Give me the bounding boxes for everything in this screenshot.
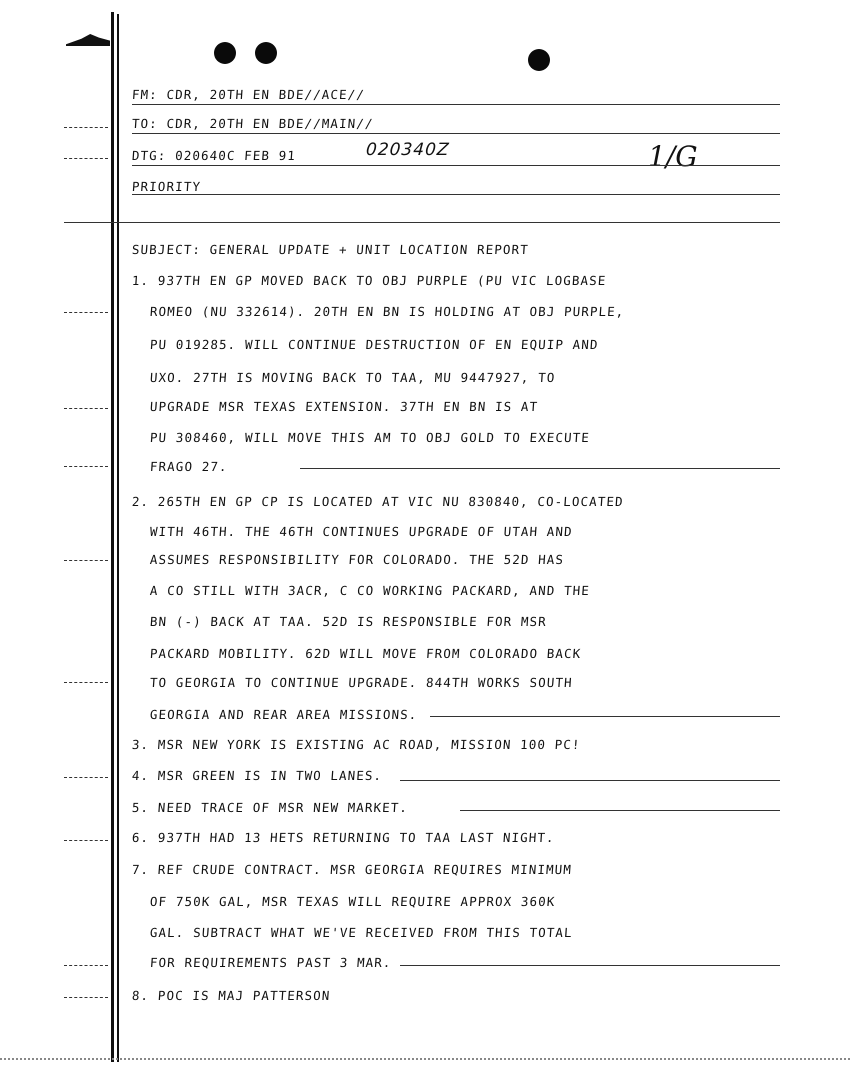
- to-rule: [132, 133, 780, 134]
- body-line-9: WITH 46TH. THE 46TH CONTINUES UPGRADE OF UTAH AND: [149, 524, 574, 539]
- body-line-1: 1. 937TH EN GP MOVED BACK TO OBJ PURPLE (PU VIC LOGBASE: [131, 273, 607, 288]
- precedence-line: PRIORITY: [131, 179, 202, 194]
- body-line-16: 3. MSR NEW YORK IS EXISTING AC ROAD, MISSION 100 PC!: [131, 737, 582, 752]
- margin-dash: [64, 466, 108, 467]
- body-line-17: 4. MSR GREEN IS IN TWO LANES.: [131, 768, 383, 783]
- left-margin-line: [111, 12, 114, 1062]
- body-line-20: 7. REF CRUDE CONTRACT. MSR GEORGIA REQUIRES MINIMUM: [131, 862, 573, 877]
- para1-rule: [300, 468, 780, 469]
- body-line-24: 8. POC IS MAJ PATTERSON: [131, 988, 331, 1003]
- para7-rule: [400, 965, 780, 966]
- body-line-23: FOR REQUIREMENTS PAST 3 MAR.: [149, 955, 393, 970]
- para5-rule: [460, 810, 780, 811]
- separator-rule: [64, 222, 780, 223]
- margin-dash: [64, 560, 108, 561]
- from-rule: [132, 104, 780, 105]
- body-line-15: GEORGIA AND REAR AREA MISSIONS.: [149, 707, 418, 722]
- scan-noise: [0, 1058, 850, 1068]
- punch-hole-left: [214, 42, 236, 64]
- margin-dash: [64, 312, 108, 313]
- punch-hole-right: [528, 49, 550, 71]
- punch-hole-middle: [255, 42, 277, 64]
- margin-dash: [64, 997, 108, 998]
- dtg-handwritten: 020340Z: [365, 140, 451, 160]
- body-line-2: ROMEO (NU 332614). 20TH EN BN IS HOLDING AT OBJ PURPLE,: [149, 304, 625, 319]
- body-line-12: BN (-) BACK AT TAA. 52D IS RESPONSIBLE FOR MSR: [149, 614, 548, 629]
- precedence-rule: [132, 194, 780, 195]
- body-line-19: 6. 937TH HAD 13 HETS RETURNING TO TAA LAST NIGHT.: [131, 830, 556, 845]
- body-line-18: 5. NEED TRACE OF MSR NEW MARKET.: [131, 800, 409, 815]
- body-line-22: GAL. SUBTRACT WHAT WE'VE RECEIVED FROM THIS TOTAL: [149, 925, 574, 940]
- margin-dash: [64, 777, 108, 778]
- initials-mark: 1/G: [648, 140, 698, 173]
- body-line-21: OF 750K GAL, MSR TEXAS WILL REQUIRE APPROX 360K: [149, 894, 556, 909]
- to-line: TO: CDR, 20TH EN BDE//MAIN//: [131, 116, 375, 131]
- body-line-5: UPGRADE MSR TEXAS EXTENSION. 37TH EN BN IS AT: [149, 399, 539, 414]
- para2-rule: [430, 716, 780, 717]
- margin-dash: [64, 965, 108, 966]
- margin-dash: [64, 408, 108, 409]
- body-line-8: 2. 265TH EN GP CP IS LOCATED AT VIC NU 830840, CO-LOCATED: [131, 494, 625, 509]
- body-line-3: PU 019285. WILL CONTINUE DESTRUCTION OF EN EQUIP AND: [149, 337, 600, 352]
- para4-rule: [400, 780, 780, 781]
- margin-dash: [64, 682, 108, 683]
- from-line: FM: CDR, 20TH EN BDE//ACE//: [131, 87, 366, 102]
- margin-dash: [64, 127, 108, 128]
- margin-dash: [64, 158, 108, 159]
- body-line-10: ASSUMES RESPONSIBILITY FOR COLORADO. THE 52D HAS: [149, 552, 565, 567]
- corner-mark: [66, 34, 110, 46]
- subject-line: SUBJECT: GENERAL UPDATE + UNIT LOCATION REPORT: [131, 242, 530, 257]
- dtg-rule: [132, 165, 780, 166]
- body-line-11: A CO STILL WITH 3ACR, C CO WORKING PACKARD, AND THE: [149, 583, 591, 598]
- left-margin-line-inner: [117, 14, 119, 1062]
- dtg-line: DTG: 020640C FEB 91: [131, 148, 297, 163]
- body-line-7: FRAGO 27.: [149, 459, 229, 474]
- margin-dash: [64, 840, 108, 841]
- body-line-6: PU 308460, WILL MOVE THIS AM TO OBJ GOLD TO EXECUTE: [149, 430, 591, 445]
- body-line-14: TO GEORGIA TO CONTINUE UPGRADE. 844TH WORKS SOUTH: [149, 675, 574, 690]
- body-line-13: PACKARD MOBILITY. 62D WILL MOVE FROM COLORADO BACK: [149, 646, 582, 661]
- body-line-4: UXO. 27TH IS MOVING BACK TO TAA, MU 9447927, TO: [149, 370, 556, 385]
